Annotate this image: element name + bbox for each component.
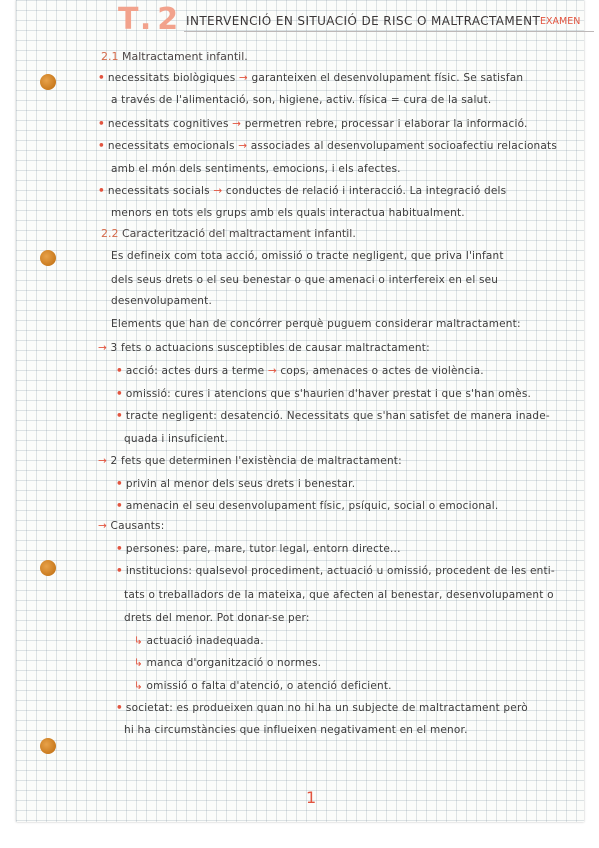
note-line xyxy=(111,163,401,175)
note-line xyxy=(124,433,228,445)
note-text: desenvolupament. xyxy=(111,295,213,307)
topic-number: T.2 xyxy=(118,2,185,37)
note-text: tracte negligent: desatenció. Necessitats que s'han satisfet de manera inade- xyxy=(125,410,550,422)
note-line xyxy=(124,589,554,601)
note-text: ↳ actuació inadequada. xyxy=(134,635,264,647)
note-line xyxy=(111,295,212,307)
note-text: amb el món dels sentiments, emocions, i els afectes. xyxy=(111,163,401,175)
note-text: tats o treballadors de la mateixa, que afecten al benestar, desenvolupament o xyxy=(124,589,554,601)
page-title: INTERVENCIÓ EN SITUACIÓ DE RISC O MALTRACTAMENT xyxy=(186,14,541,28)
note-text: necessitats socials → conductes de relació i interacció. La integració dels xyxy=(107,185,507,197)
bullet-dot: • xyxy=(116,702,123,714)
note-line xyxy=(134,680,392,692)
bullet-dot: • xyxy=(116,365,123,377)
section-title: Caracterització del maltractament infantil. xyxy=(122,227,356,240)
binder-hole xyxy=(40,560,56,576)
note-text: hi ha circumstàncies que influeixen negativament en el menor. xyxy=(124,724,468,736)
note-line xyxy=(124,724,468,736)
bullet-dot: • xyxy=(98,72,105,84)
note-text: persones: pare, mare, tutor legal, entorn directe... xyxy=(125,543,401,555)
note-line xyxy=(124,612,310,624)
note-line xyxy=(98,342,430,354)
note-text: quada i insuficient. xyxy=(124,433,229,445)
note-text: ↳ omissió o falta d'atenció, o atenció deficient. xyxy=(134,680,392,692)
note-line xyxy=(111,274,498,286)
note-text: → 3 fets o actuacions susceptibles de causar maltractament: xyxy=(98,342,430,354)
binder-hole xyxy=(40,738,56,754)
section-number: 2.1 xyxy=(101,50,119,63)
note-line xyxy=(111,318,521,330)
note-line xyxy=(116,478,355,490)
bullet-dot: • xyxy=(98,140,105,152)
note-text: a través de l'alimentació, son, higiene, activ. física = cura de la salut. xyxy=(111,94,492,106)
note-line xyxy=(98,140,557,152)
note-text: amenacin el seu desenvolupament físic, psíquic, social o emocional. xyxy=(125,500,499,512)
note-line xyxy=(116,543,401,555)
note-line xyxy=(98,72,523,84)
note-line xyxy=(98,455,402,467)
bullet-dot: • xyxy=(116,410,123,422)
bullet-dot: • xyxy=(98,118,105,130)
bullet-dot: • xyxy=(116,388,123,400)
note-text: necessitats biològiques → garanteixen el desenvolupament físic. Se satisfan xyxy=(107,72,524,84)
note-text: necessitats emocionals → associades al desenvolupament socioafectiu relacionats xyxy=(107,140,558,152)
page-number: 1 xyxy=(306,788,317,807)
notebook-page xyxy=(16,0,584,822)
note-line xyxy=(134,657,321,669)
section-title: Maltractament infantil. xyxy=(122,50,248,63)
note-text: Es defineix com tota acció, omissió o tracte negligent, que priva l'infant xyxy=(111,250,504,262)
title-underline xyxy=(184,31,594,32)
section-heading-2-2 xyxy=(101,227,356,240)
note-text: → 2 fets que determinen l'existència de maltractament: xyxy=(98,455,402,467)
bullet-dot: • xyxy=(116,565,123,577)
note-text: dels seus drets o el seu benestar o que amenaci o interfereix en el seu xyxy=(111,274,499,286)
note-text: ↳ manca d'organització o normes. xyxy=(134,657,322,669)
note-line xyxy=(111,94,491,106)
bullet-dot: • xyxy=(116,500,123,512)
exam-tag: EXAMEN xyxy=(540,16,581,27)
binder-hole xyxy=(40,250,56,266)
note-line xyxy=(116,365,484,377)
note-line xyxy=(116,500,498,512)
note-line xyxy=(111,207,465,219)
note-line xyxy=(98,185,506,197)
note-text: drets del menor. Pot donar-se per: xyxy=(124,612,310,624)
note-line xyxy=(98,520,164,532)
bullet-dot: • xyxy=(98,185,105,197)
section-heading-2-1 xyxy=(101,50,248,63)
note-line xyxy=(111,250,504,262)
note-text: necessitats cognitives → permetren rebre, processar i elaborar la informació. xyxy=(107,118,528,130)
note-text: societat: es produeixen quan no hi ha un subjecte de maltractament però xyxy=(125,702,528,714)
note-line xyxy=(116,702,528,714)
section-number: 2.2 xyxy=(101,227,119,240)
note-text: menors en tots els grups amb els quals interactua habitualment. xyxy=(111,207,465,219)
binder-hole xyxy=(40,74,56,90)
note-text: omissió: cures i atencions que s'haurien d'haver prestat i que s'han omès. xyxy=(125,388,532,400)
bullet-dot: • xyxy=(116,478,123,490)
note-text: acció: actes durs a terme → cops, amenaces o actes de violència. xyxy=(125,365,484,377)
note-line xyxy=(134,635,264,647)
note-line xyxy=(116,410,550,422)
note-line xyxy=(98,118,528,130)
note-text: → Causants: xyxy=(98,520,165,532)
note-line xyxy=(116,565,555,577)
note-text: Elements que han de concórrer perquè puguem considerar maltractament: xyxy=(111,318,521,330)
note-line xyxy=(116,388,531,400)
note-text: institucions: qualsevol procediment, actuació u omissió, procedent de les enti- xyxy=(125,565,555,577)
note-text: privin al menor dels seus drets i benestar. xyxy=(125,478,356,490)
bullet-dot: • xyxy=(116,543,123,555)
